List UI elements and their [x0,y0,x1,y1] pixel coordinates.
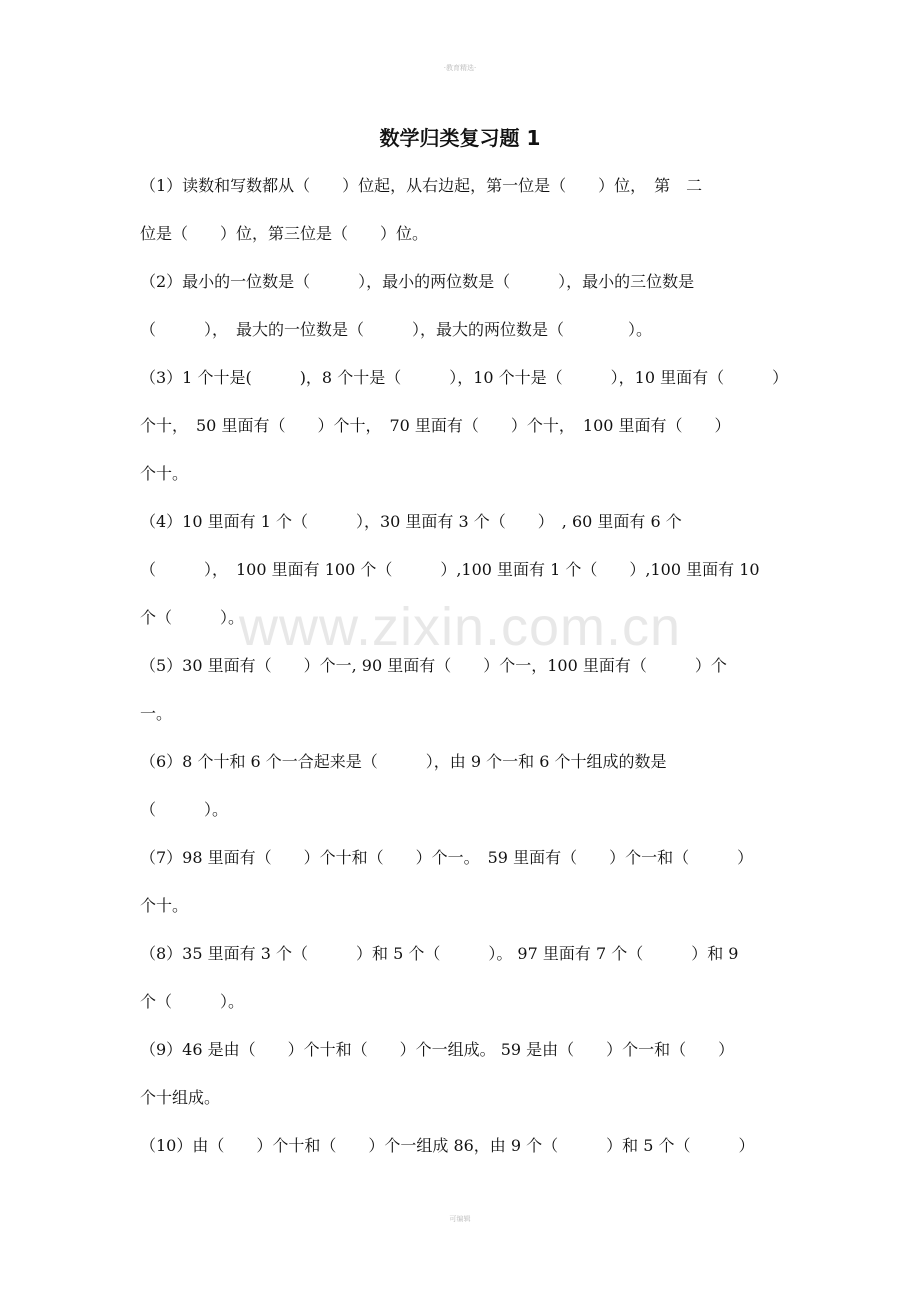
question-4-line-3: 个（ ）。 [140,608,245,627]
question-8-line-1: （8）35 里面有 3 个（ ）和 5 个（ ）。 97 里面有 7 个（ ）和 9 [140,944,739,963]
question-3-line-2: 个十， 50 里面有（ ）个十， 70 里面有（ ）个十， 100 里面有（ ） [140,416,731,435]
question-6-line-2: （ ）。 [140,800,229,819]
question-8-line-2: 个（ ）。 [140,992,245,1011]
question-7-line-2: 个十。 [140,896,189,915]
question-2-line-2: （ ）， 最大的一位数是（ ），最大的两位数是（ ）。 [140,320,653,339]
question-5-line-2: 一。 [140,704,173,723]
question-9-line-2: 个十组成。 [140,1088,221,1107]
question-5-line-1: （5）30 里面有（ ）个一, 90 里面有（ ）个一，100 里面有（ ）个 [140,656,727,675]
question-6-line-1: （6）8 个十和 6 个一合起来是（ ），由 9 个一和 6 个十组成的数是 [140,752,667,771]
question-1-line-1: （1）读数和写数都从（ ）位起，从右边起，第一位是（ ）位， 第 二 [140,176,703,195]
question-4-line-2: （ ）， 100 里面有 100 个（ ）,100 里面有 1 个（ ）,100 里面有 10 [140,560,760,579]
header-watermark: ·教育精选· [443,64,477,72]
page-title: 数学归类复习题 1 [379,126,541,150]
question-3-line-3: 个十。 [140,464,189,483]
site-watermark: www.zixin.com.cn [238,597,682,657]
question-1-line-2: 位是（ ）位，第三位是（ ）位。 [140,224,429,243]
question-7-line-1: （7）98 里面有（ ）个十和（ ）个一。 59 里面有（ ）个一和（ ） [140,848,754,867]
question-4-line-1: （4）10 里面有 1 个（ ），30 里面有 3 个（ ） , 60 里面有 6 个 [140,512,682,531]
question-3-line-1: （3）1 个十是( )，8 个十是（ ），10 个十是（ ），10 里面有（ ） [140,368,789,387]
footer-watermark: 可编辑 [449,1215,471,1223]
question-2-line-1: （2）最小的一位数是（ ），最小的两位数是（ ），最小的三位数是 [140,272,695,291]
question-10-line-1: （10）由（ ）个十和（ ）个一组成 86，由 9 个（ ）和 5 个（ ） [140,1136,755,1155]
question-9-line-1: （9）46 是由（ ）个十和（ ）个一组成。 59 是由（ ）个一和（ ） [140,1040,735,1059]
